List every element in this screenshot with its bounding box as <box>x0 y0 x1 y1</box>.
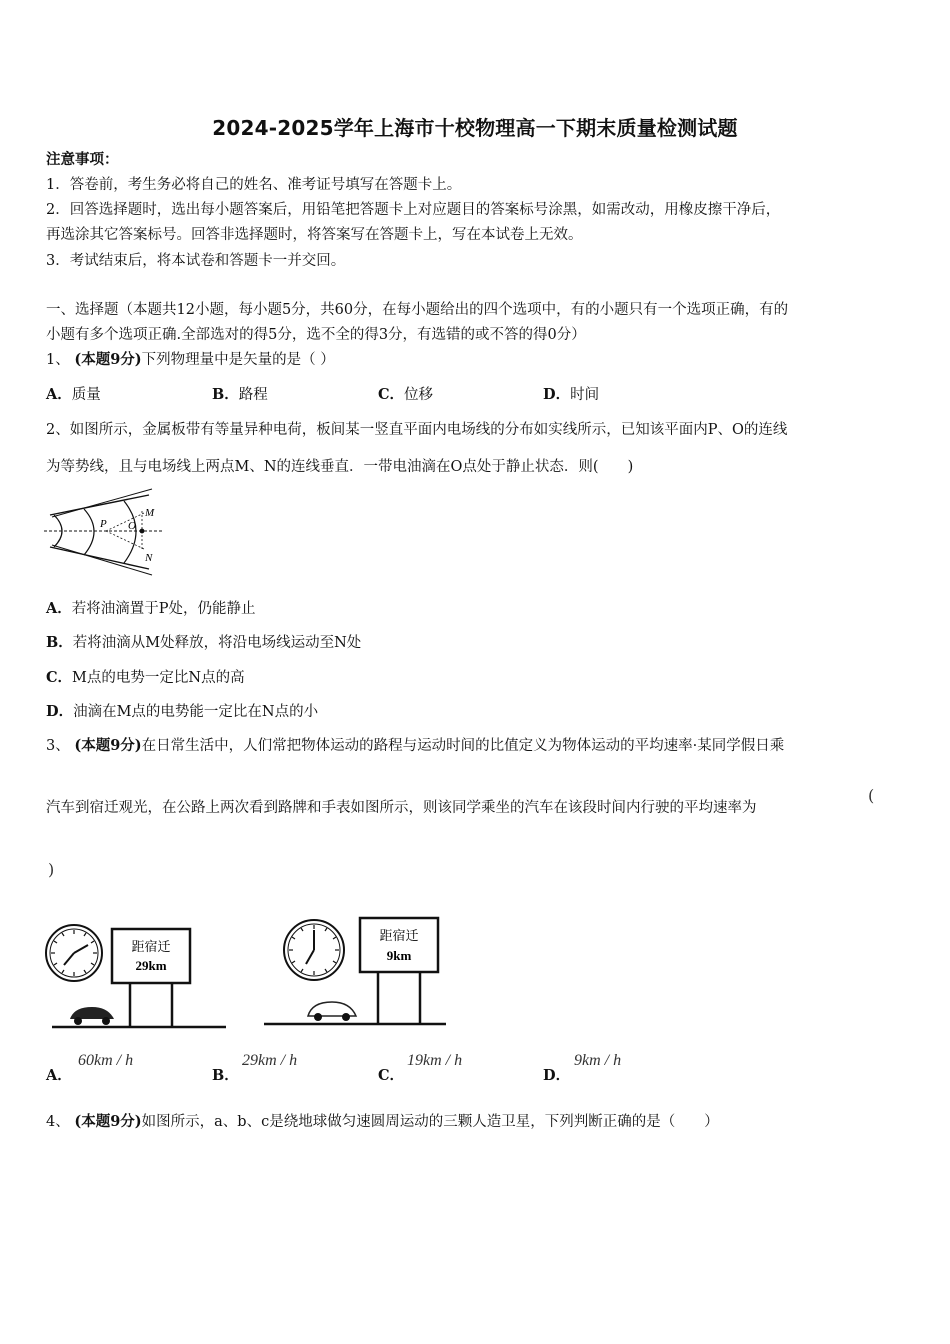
notice-item: 1．答卷前，考生务必将自己的姓名、准考证号填写在答题卡上。 <box>46 177 462 193</box>
road-sign-figure-1 <box>44 915 234 1035</box>
question-3-option-c[interactable]: C． <box>378 1067 405 1084</box>
sign-text-line1: 距宿迁 <box>131 939 171 954</box>
question-2-option-c[interactable]: C．M点的电势一定比N点的高 <box>46 669 245 686</box>
lower-plate-edge <box>52 545 152 575</box>
wristwatch-icon <box>284 920 344 980</box>
notice-item: 再选涂其它答案标号。回答非选择题时，将答案写在答题卡上，写在本试卷上无效。 <box>46 227 583 243</box>
field-line <box>124 501 136 563</box>
question-text: 下列物理量中是矢量的是（ ） <box>141 352 335 368</box>
option-b-value: 29km / h <box>242 1052 298 1069</box>
question-number: 1、 <box>46 352 70 368</box>
option-d-value: 9km / h <box>574 1052 622 1069</box>
notice-heading: 注意事项： <box>46 151 119 168</box>
answer-paren-open: ( <box>868 786 875 805</box>
question-4-stem <box>46 1112 719 1132</box>
dashed-line-pm <box>106 513 144 531</box>
oil-drop-o <box>140 529 145 534</box>
sign-text-line2: 29km <box>135 958 167 973</box>
question-2-option-a[interactable]: A．若将油滴置于P处，仍能静止 <box>46 600 256 617</box>
question-points: (本题9分) <box>74 351 142 368</box>
dashed-line-pn <box>106 531 144 549</box>
question-2-stem: 2、如图所示，金属板带有等量异种电荷，板间某一竖直平面内电场线的分布如实线所示，已知该平面内P、O的连线 <box>46 422 788 438</box>
question-text: 在日常生活中，人们常把物体运动的路程与运动时间的比值定义为物体运动的平均速率·某同学假日乘 <box>141 738 785 754</box>
question-3-stem <box>46 736 784 756</box>
label-n: N <box>145 552 153 564</box>
question-3-stem: 汽车到宿迁观光，在公路上两次看到路牌和手表如图所示，则该同学乘坐的汽车在该段时间内行驶的平均速率为 <box>46 800 757 816</box>
question-points: (本题9分) <box>74 737 142 754</box>
question-1-option-c[interactable]: C．位移 <box>378 386 434 403</box>
question-1-option-a[interactable]: A．质量 <box>46 386 101 403</box>
lower-plate <box>50 547 149 569</box>
question-1-option-b[interactable]: B．路程 <box>212 386 268 403</box>
sign-text-line1: 距宿迁 <box>379 928 419 943</box>
field-line <box>84 509 94 555</box>
distance-sign <box>360 918 438 972</box>
question-2-stem: 为等势线，且与电场线上两点M、N的连线垂直．一带电油滴在O点处于静止状态．则( ) <box>46 459 634 475</box>
road-sign-figure-2 <box>262 910 452 1030</box>
distance-sign <box>112 929 190 983</box>
question-number: 3、 <box>46 738 70 754</box>
wristwatch-icon <box>46 925 102 981</box>
question-2-option-d[interactable]: D．油滴在M点的电势能一定比在N点的小 <box>46 703 319 720</box>
question-3-option-b[interactable]: B． <box>212 1067 239 1084</box>
upper-plate <box>50 495 149 515</box>
option-c-value: 19km / h <box>407 1052 463 1069</box>
sign-text-line2: 9km <box>386 948 412 963</box>
section-header-line: 一、选择题（本题共12小题，每小题5分，共60分，在每小题给出的四个选项中，有的小题只有一个选项正确，有的 <box>46 302 789 318</box>
question-points: (本题9分) <box>74 1113 142 1130</box>
label-p: P <box>100 518 107 530</box>
question-number: 4、 <box>46 1114 70 1130</box>
car-icon <box>308 1002 356 1021</box>
notice-item: 3．考试结束后，将本试卷和答题卡一并交回。 <box>46 253 346 269</box>
car-icon <box>70 1007 114 1025</box>
label-m: M <box>145 507 155 519</box>
question-text: 如图所示，a、b、c是绕地球做匀速圆周运动的三颗人造卫星，下列判断正确的是（ ） <box>141 1114 719 1130</box>
upper-plate-edge <box>52 489 152 517</box>
question-1-option-d[interactable]: D．时间 <box>543 386 600 403</box>
answer-paren-close: ) <box>48 860 55 879</box>
question-1-stem <box>46 350 335 370</box>
question-2-option-b[interactable]: B．若将油滴从M处释放，将沿电场线运动至N处 <box>46 634 362 651</box>
label-o: O <box>128 520 136 532</box>
notice-item: 2．回答选择题时，选出每小题答案后，用铅笔把答题卡上对应题目的答案标号涂黑，如需改动，用橡皮擦干净后， <box>46 202 781 218</box>
option-a-value: 60km / h <box>78 1052 134 1069</box>
question-3-option-a[interactable]: A． <box>46 1067 72 1084</box>
electric-field-figure <box>44 485 174 577</box>
question-3-option-d[interactable]: D． <box>543 1067 571 1084</box>
page-title: 2024-2025学年上海市十校物理高一下期末质量检测试题 <box>212 116 738 140</box>
section-header-line: 小题有多个选项正确.全部选对的得5分，选不全的得3分，有选错的或不答的得0分） <box>46 327 586 343</box>
